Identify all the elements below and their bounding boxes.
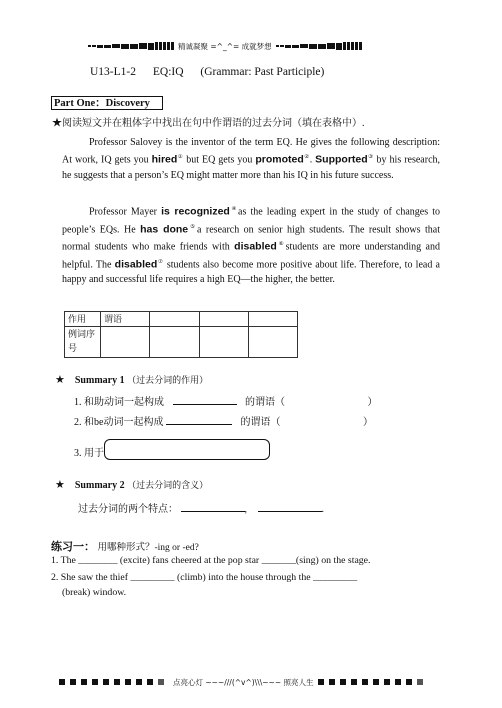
page-footer <box>59 676 459 688</box>
lesson-code: U13-L1-2 <box>90 66 136 78</box>
p1-text-3: . <box>309 154 316 166</box>
summary-2-note: （过去分词的含义） <box>127 480 209 490</box>
table-row <box>65 312 298 327</box>
p1-text-4: by his research, he suggests that a person’s EQ might matter more than his IQ in his future success. <box>62 154 441 181</box>
p2-text-4: students are more understanding and helpful. The <box>62 241 440 270</box>
summary-1-title: Summary 1 <box>74 375 125 386</box>
table-cell-predicate: 谓语 <box>101 312 150 327</box>
lesson-topic: EQ:IQ <box>152 66 184 78</box>
p1-note-3: ③ <box>367 154 374 161</box>
p1-note-2: ② <box>303 154 310 161</box>
summary-2-line-text: 过去分词的两个特点： <box>78 504 178 515</box>
table-cell-empty[interactable] <box>150 327 200 358</box>
p2-text-5: students also become more positive about life. Therefore, to lead a happy and successful life requires a high EQ—the higher, the better. <box>62 258 440 286</box>
p2-text-1: Professor Mayer <box>89 206 162 218</box>
table-cell-example-label: 例词序号 <box>65 327 101 358</box>
summary-2-line <box>78 500 324 515</box>
part-one-instruction: ★阅读短文并在粗体字中找出在句中作谓语的过去分词（填在表格中）. <box>52 118 365 129</box>
p2-bold-has-done: has done <box>140 222 189 235</box>
p2-note-6: ⑥ <box>276 241 286 248</box>
blank-line[interactable] <box>258 502 322 512</box>
blank-line[interactable] <box>173 395 237 405</box>
table-cell-empty[interactable] <box>150 312 200 327</box>
footer-left-squares <box>59 678 169 687</box>
summary-1-item-2-end: 的谓语（ <box>240 417 281 428</box>
summary-1-item-1-text: 1. 和助动词一起构成 <box>74 397 164 408</box>
summary-1-item-3: 3. 用于 <box>74 448 104 459</box>
table-cell-empty[interactable] <box>200 327 249 358</box>
table-cell-function-label: 作用 <box>65 312 101 327</box>
p2-bold-is-recognized: is recognized <box>161 205 230 218</box>
exercise-1-question-2a: 2. She saw the thief _________ (climb) into the house through the _________ <box>51 572 358 583</box>
p1-bold-hired: hired <box>151 153 178 166</box>
table-cell-empty[interactable] <box>249 327 298 358</box>
part-one-heading: Part One：Discovery <box>51 96 163 110</box>
table-row <box>65 327 298 358</box>
summary-1-note: （过去分词的作用） <box>127 375 209 385</box>
exercise-1-label: 练习一： <box>51 541 95 553</box>
exercise-1-question-2b: (break) window. <box>62 587 127 598</box>
summary-2-heading <box>55 478 208 491</box>
period: . <box>321 504 324 515</box>
close-paren: ） <box>367 397 378 408</box>
reading-paragraph-1 <box>62 135 440 183</box>
reading-paragraph-2 <box>62 202 440 287</box>
summary-1-item-1-end: 的谓语（ <box>245 397 285 408</box>
p2-text-2: as the leading expert in the study of changes to people’s EQs. He <box>62 206 440 235</box>
p1-bold-supported: Supported <box>315 153 368 166</box>
page-title <box>90 66 338 78</box>
p1-text-1: Professor Salovey is the inventor of the term EQ. He gives the following description: At work, IQ gets you <box>62 137 440 166</box>
p1-text-2: but EQ gets you <box>183 154 256 166</box>
p2-note-7: ⑦ <box>157 258 164 265</box>
p2-bold-disabled-2: disabled <box>114 257 158 270</box>
p1-note-1: ① <box>177 154 184 161</box>
p2-note-5: ⑤ <box>188 223 198 230</box>
p2-text-3: a research on senior high students. The result shows that normal students who make friends with <box>62 223 440 253</box>
comma: , <box>244 504 247 515</box>
table-cell-empty[interactable] <box>101 327 150 358</box>
page-header <box>88 40 418 52</box>
header-left-bars <box>88 42 174 50</box>
summary-1-item-1 <box>74 393 378 408</box>
close-paren: ） <box>362 417 373 428</box>
summary-1-answer-box[interactable] <box>104 439 270 460</box>
table-cell-empty[interactable] <box>249 312 298 327</box>
exercise-1-question: 用哪种形式？-ing or -ed? <box>97 543 199 553</box>
blank-line[interactable] <box>166 415 232 425</box>
star-icon: ★ <box>55 479 65 491</box>
blank-line[interactable] <box>181 502 245 512</box>
lesson-grammar: (Grammar: Past Participle) <box>200 66 325 78</box>
answer-table <box>64 311 298 358</box>
p1-bold-promoted: promoted <box>255 153 304 166</box>
summary-1-item-2 <box>74 413 373 428</box>
header-right-bars <box>276 42 362 50</box>
p2-bold-disabled-1: disabled <box>234 240 277 253</box>
p2-note-4: ④ <box>229 206 238 212</box>
summary-1-item-2-text: 2. 和be动词一起构成 <box>74 417 164 428</box>
table-cell-empty[interactable] <box>200 312 249 327</box>
summary-1-heading <box>55 373 208 386</box>
exercise-1-question-1: 1. The ________ (excite) fans cheered at the pop star _______(sing) on the stage. <box>51 555 371 566</box>
exercise-1-heading <box>51 538 199 554</box>
summary-2-title: Summary 2 <box>74 480 125 491</box>
footer-right-squares <box>318 678 428 687</box>
header-text: 精诚凝聚 =^_^= 成就梦想 <box>178 41 272 51</box>
star-icon: ★ <box>55 374 65 386</box>
footer-text: 点亮心灯 ~~~///(^v^)\\\~~~ 照亮人生 <box>173 677 314 687</box>
